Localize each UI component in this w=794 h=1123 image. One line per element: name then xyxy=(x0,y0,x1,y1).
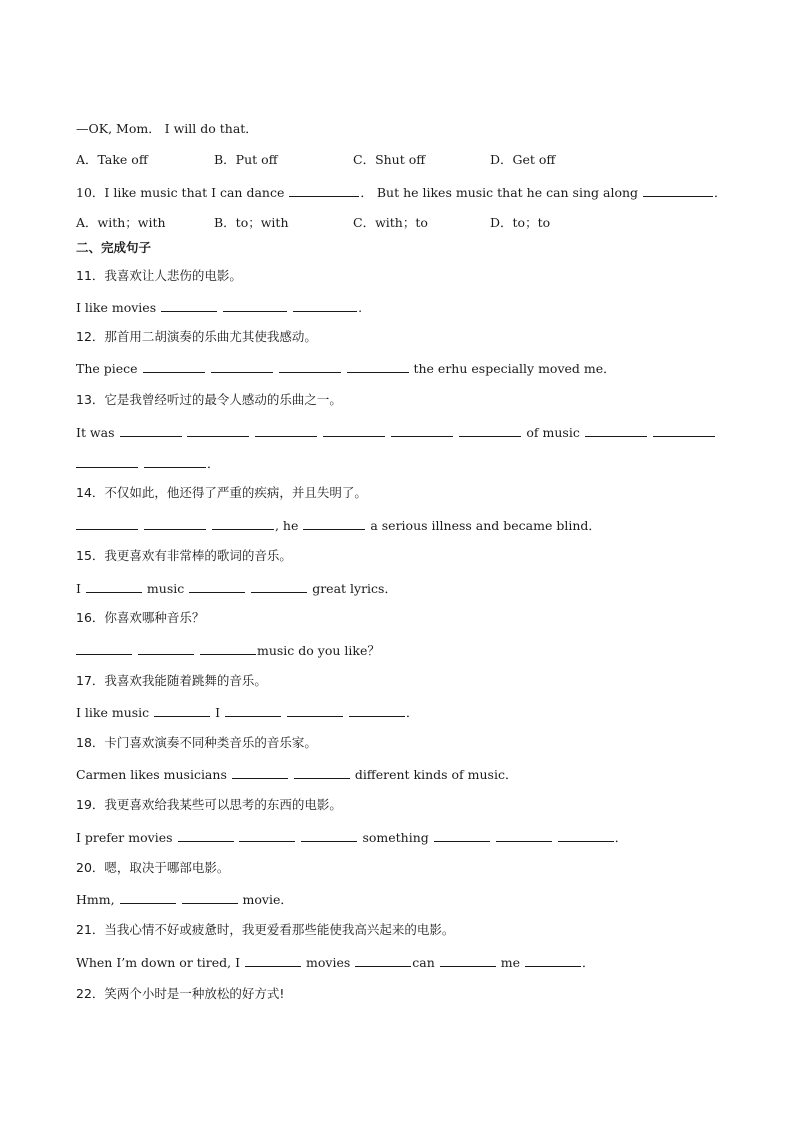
item-14-english xyxy=(76,517,601,534)
q10-question xyxy=(76,184,727,201)
item-16-end: music do you like？ xyxy=(256,643,380,658)
answer-blank[interactable] xyxy=(245,954,301,967)
answer-blank[interactable] xyxy=(211,360,273,373)
answer-blank[interactable] xyxy=(289,184,359,197)
answer-blank[interactable] xyxy=(279,360,341,373)
item-13-text: It was xyxy=(76,425,115,440)
item-17-english xyxy=(76,704,419,721)
answer-blank[interactable] xyxy=(287,704,343,717)
item-17-chinese: 17．我喜欢我能随着跳舞的音乐。 xyxy=(76,673,267,688)
item-17-end: ． xyxy=(406,705,419,720)
item-21-end: ． xyxy=(582,955,595,970)
item-13-english xyxy=(76,424,716,441)
item-17-middle: I xyxy=(215,705,221,720)
answer-blank[interactable] xyxy=(558,829,614,842)
item-13-chinese: 13．它是我曾经听过的最令人感动的乐曲之一。 xyxy=(76,392,342,407)
answer-blank[interactable] xyxy=(525,954,581,967)
answer-blank[interactable] xyxy=(303,517,365,530)
item-20-english xyxy=(76,891,293,908)
answer-blank[interactable] xyxy=(232,766,288,779)
q9-option-a: A．Take off xyxy=(76,152,148,167)
item-16-english xyxy=(76,642,380,659)
item-19-middle: something xyxy=(362,830,429,845)
item-11-chinese: 11．我喜欢让人悲伤的电影。 xyxy=(76,268,242,283)
answer-blank[interactable] xyxy=(144,517,206,530)
q10-option-d: D．to；to xyxy=(490,215,551,230)
item-14-end: a serious illness and became blind． xyxy=(370,518,601,533)
item-21-english xyxy=(76,954,595,971)
item-21-can: can xyxy=(412,955,435,970)
answer-blank[interactable] xyxy=(391,424,453,437)
answer-blank[interactable] xyxy=(143,360,205,373)
q9-options xyxy=(76,152,716,168)
q10-option-b: B．to；with xyxy=(214,215,289,230)
answer-blank[interactable] xyxy=(189,580,245,593)
answer-blank[interactable] xyxy=(182,891,238,904)
q10-middle: ． But he likes music that he can sing along xyxy=(360,185,639,200)
answer-blank[interactable] xyxy=(355,954,411,967)
item-18-chinese: 18．卡门喜欢演奏不同种类音乐的音乐家。 xyxy=(76,735,317,750)
item-18-text: Carmen likes musicians xyxy=(76,767,227,782)
q9-option-b: B．Put off xyxy=(214,152,278,167)
q10-option-c: C．with；to xyxy=(353,215,428,230)
answer-blank[interactable] xyxy=(434,829,490,842)
answer-blank[interactable] xyxy=(200,642,256,655)
answer-blank[interactable] xyxy=(138,642,194,655)
answer-blank[interactable] xyxy=(301,829,357,842)
answer-blank[interactable] xyxy=(294,766,350,779)
item-21-me: me xyxy=(500,955,521,970)
answer-blank[interactable] xyxy=(212,517,274,530)
item-21-text: When I’m down or tired, I xyxy=(76,955,241,970)
item-18-end: different kinds of music． xyxy=(354,767,518,782)
answer-blank[interactable] xyxy=(496,829,552,842)
answer-blank[interactable] xyxy=(76,517,138,530)
item-13-english-cont xyxy=(76,455,220,472)
item-15-chinese: 15．我更喜欢有非常棒的歌词的音乐。 xyxy=(76,548,292,563)
item-17-text: I like music xyxy=(76,705,150,720)
answer-blank[interactable] xyxy=(187,424,249,437)
item-21-movies: movies xyxy=(306,955,351,970)
answer-blank[interactable] xyxy=(161,299,217,312)
answer-blank[interactable] xyxy=(459,424,521,437)
item-19-end: ． xyxy=(614,830,628,845)
answer-blank[interactable] xyxy=(86,580,142,593)
item-14-chinese: 14．不仅如此，他还得了严重的疾病，并且失明了。 xyxy=(76,485,367,500)
item-14-middle: , he xyxy=(274,518,299,533)
q9-option-d: D．Get off xyxy=(490,152,556,167)
answer-blank[interactable] xyxy=(154,704,210,717)
q10-options xyxy=(76,215,716,231)
answer-blank[interactable] xyxy=(120,891,176,904)
item-15-english xyxy=(76,580,397,597)
q9-option-c: C．Shut off xyxy=(353,152,426,167)
item-12-end: the erhu especially moved me． xyxy=(413,361,616,376)
answer-blank[interactable] xyxy=(349,704,405,717)
item-20-text: Hmm, xyxy=(76,892,115,907)
item-11-text: I like movies xyxy=(76,300,157,315)
item-18-english xyxy=(76,766,517,783)
answer-blank[interactable] xyxy=(653,424,715,437)
q9-reply-line: —OK, Mom． I will do that． xyxy=(76,121,258,136)
item-11-end: . xyxy=(358,300,363,315)
q10-option-a: A．with；with xyxy=(76,215,166,230)
item-22-chinese: 22．笑两个小时是一种放松的好方式! xyxy=(76,986,285,1001)
item-20-chinese: 20．嗯，取决于哪部电影。 xyxy=(76,860,230,875)
section-title: 二、完成句子 xyxy=(76,240,152,255)
answer-blank[interactable] xyxy=(239,829,295,842)
answer-blank[interactable] xyxy=(643,184,713,197)
item-19-english xyxy=(76,829,627,846)
answer-blank[interactable] xyxy=(323,424,385,437)
item-15-end: great lyrics． xyxy=(312,581,397,596)
item-15-text: I xyxy=(76,581,81,596)
answer-blank[interactable] xyxy=(76,455,138,468)
item-11-english xyxy=(76,299,362,316)
answer-blank[interactable] xyxy=(76,642,132,655)
item-21-chinese: 21．当我心情不好或疲惫时，我更爱看那些能使我高兴起来的电影。 xyxy=(76,922,455,937)
answer-blank[interactable] xyxy=(225,704,281,717)
item-19-text: I prefer movies xyxy=(76,830,173,845)
q10-prefix: 10．I like music that I can dance xyxy=(76,185,285,200)
q10-end: ． xyxy=(714,185,727,200)
item-16-chinese: 16．你喜欢哪种音乐？ xyxy=(76,610,205,625)
answer-blank[interactable] xyxy=(120,424,182,437)
item-20-end: movie． xyxy=(242,892,293,907)
answer-blank[interactable] xyxy=(223,299,287,312)
item-12-english xyxy=(76,360,616,377)
answer-blank[interactable] xyxy=(347,360,409,373)
answer-blank[interactable] xyxy=(440,954,496,967)
item-13-end: ． xyxy=(206,456,220,471)
item-15-middle: music xyxy=(146,581,185,596)
answer-blank[interactable] xyxy=(178,829,234,842)
item-19-chinese: 19．我更喜欢给我某些可以思考的东西的电影。 xyxy=(76,797,342,812)
answer-blank[interactable] xyxy=(144,455,206,468)
item-12-text: The piece xyxy=(76,361,138,376)
item-13-middle: of music xyxy=(526,425,580,440)
item-12-chinese: 12．那首用二胡演奏的乐曲尤其使我感动。 xyxy=(76,329,317,344)
answer-blank[interactable] xyxy=(251,580,307,593)
answer-blank[interactable] xyxy=(255,424,317,437)
answer-blank[interactable] xyxy=(293,299,357,312)
answer-blank[interactable] xyxy=(585,424,647,437)
